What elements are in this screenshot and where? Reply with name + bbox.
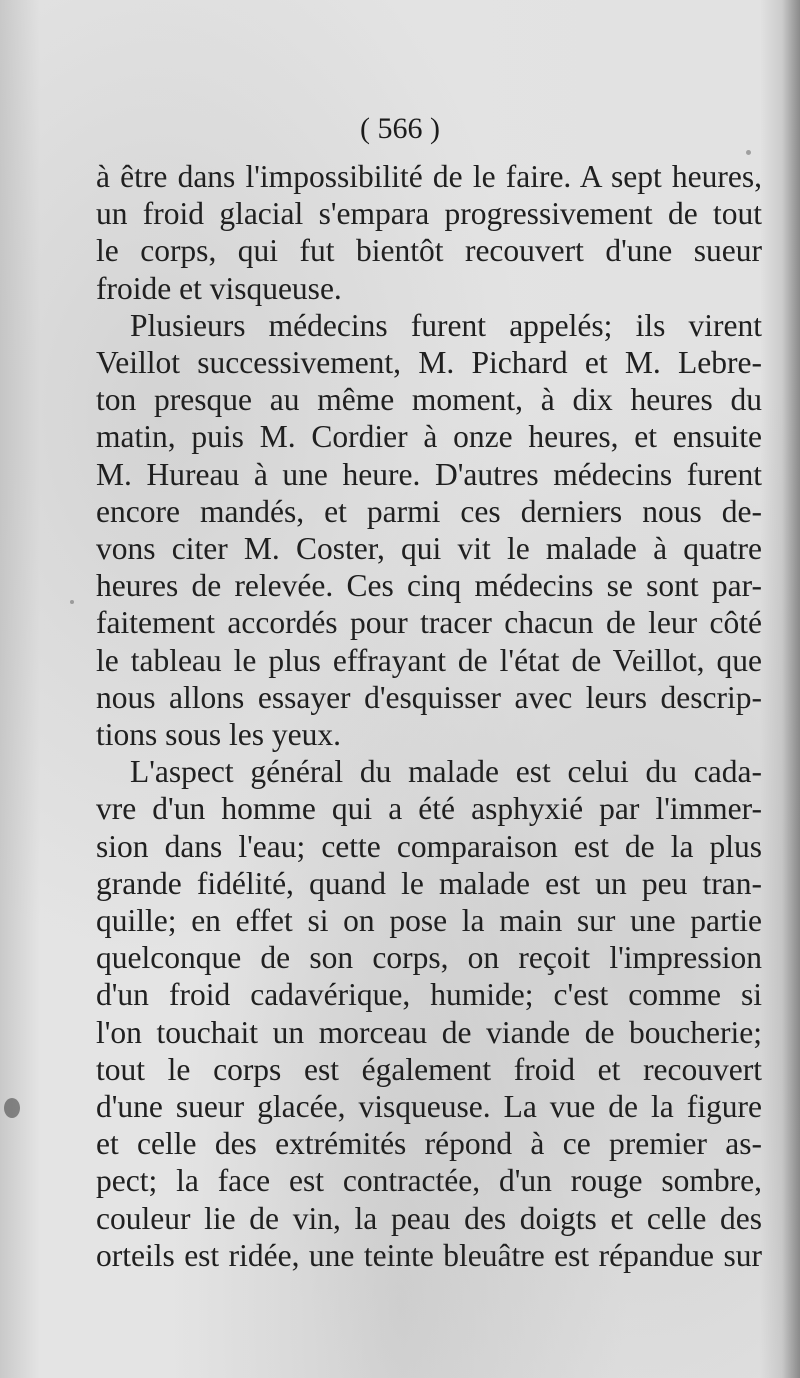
text-line: faitement accordés pour tracer chacun de leur côté: [96, 605, 762, 641]
text-line: le tableau le plus effrayant de l'état de Veillot, que: [96, 642, 762, 678]
text-line: tions sous les yeux.: [96, 717, 342, 753]
text-line: d'une sueur glacée, visqueuse. La vue de la figure: [96, 1089, 762, 1125]
ink-spot: [746, 150, 751, 155]
ink-spot: [4, 1098, 20, 1118]
text-line: quille; en effet si on pose la main sur une partie: [96, 903, 762, 939]
text-line: encore mandés, et parmi ces derniers nous de-: [96, 493, 762, 529]
text-line: Plusieurs médecins furent appelés; ils virent: [130, 307, 762, 343]
text-line: vre d'un homme qui a été asphyxié par l'immer-: [96, 791, 762, 827]
text-line: L'aspect général du malade est celui du cada-: [130, 754, 762, 790]
text-line: Veillot successivement, M. Pichard et M. Lebre-: [96, 345, 762, 381]
body-text: [96, 158, 762, 1274]
text-line: froide et visqueuse.: [96, 270, 342, 306]
text-line: et celle des extrémités répond à ce premier as-: [96, 1126, 762, 1162]
text-line: le corps, qui fut bientôt recouvert d'une sueur: [96, 233, 762, 269]
text-line: nous allons essayer d'esquisser avec leurs descrip-: [96, 679, 762, 715]
text-line: vons citer M. Coster, qui vit le malade à quatre: [96, 531, 762, 567]
text-line: d'un froid cadavérique, humide; c'est comme si: [96, 977, 762, 1013]
text-line: ton presque au même moment, à dix heures du: [96, 382, 762, 418]
text-line: à être dans l'impossibilité de le faire. A sept heures,: [96, 159, 762, 194]
page-number: ( 566 ): [360, 112, 440, 145]
text-line: sion dans l'eau; cette comparaison est de la plus: [96, 828, 762, 864]
text-line: orteils est ridée, une teinte bleuâtre est répandue sur: [96, 1237, 762, 1273]
text-line: heures de relevée. Ces cinq médecins se sont par-: [96, 568, 762, 604]
page-edge-shadow: [782, 0, 800, 1378]
text-line: couleur lie de vin, la peau des doigts et celle des: [96, 1200, 762, 1236]
text-line: M. Hureau à une heure. D'autres médecins furent: [96, 456, 762, 492]
text-line: un froid glacial s'empara progressivement de tout: [96, 196, 762, 232]
text-line: tout le corps est également froid et recouvert: [96, 1051, 762, 1087]
ink-spot: [70, 600, 74, 604]
text-line: matin, puis M. Cordier à onze heures, et ensuite: [96, 419, 762, 455]
text-line: grande fidélité, quand le malade est un peu tran-: [96, 865, 762, 901]
text-line: pect; la face est contractée, d'un rouge sombre,: [96, 1163, 762, 1199]
text-line: quelconque de son corps, on reçoit l'impression: [96, 940, 762, 976]
text-line: l'on touchait un morceau de viande de boucherie;: [96, 1014, 762, 1050]
